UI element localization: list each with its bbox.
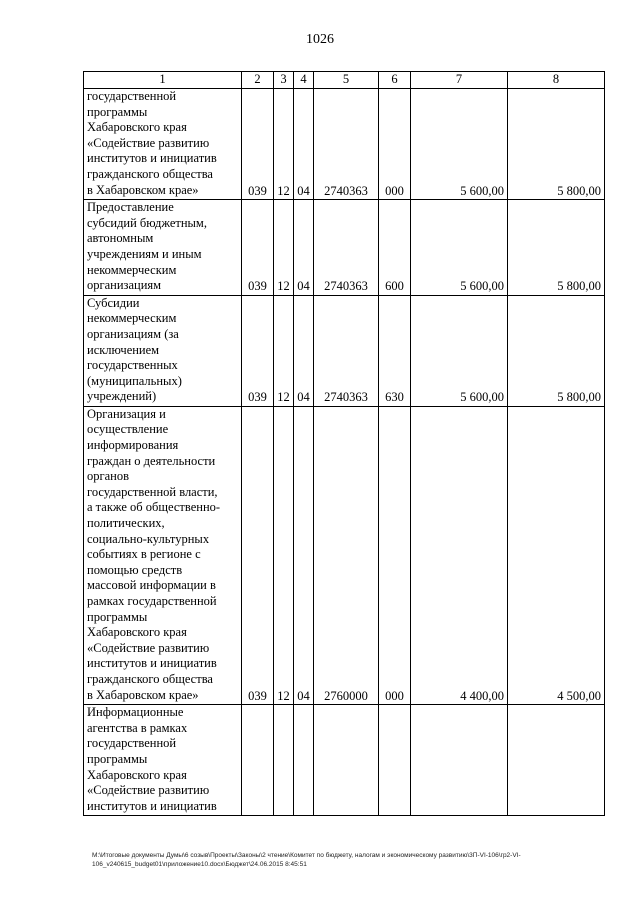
amount-col7: 5 600,00: [411, 200, 508, 296]
table-row: [84, 200, 605, 296]
table-row: [84, 89, 605, 200]
item-name: государственной программы Хабаровского края «Содействие развитию институтов и инициатив гражданского общества в Хабаровском крае»: [84, 89, 242, 200]
subsection-code: 04: [294, 200, 314, 296]
expense-type-code: 000: [379, 406, 411, 704]
table-row: [84, 295, 605, 406]
subsection-code: [294, 705, 314, 816]
page-number: 1026: [306, 32, 334, 47]
amount-col7: 5 600,00: [411, 89, 508, 200]
ministry-code: 039: [242, 200, 274, 296]
ministry-code: 039: [242, 406, 274, 704]
amount-col7: [411, 705, 508, 816]
ministry-code: [242, 705, 274, 816]
amount-col8: 5 800,00: [508, 200, 605, 296]
section-code: [274, 705, 294, 816]
target-article-code: 2740363: [314, 200, 379, 296]
item-name: Субсидии некоммерческим организациям (за исключением государственных (муниципальных) учреждений): [84, 295, 242, 406]
budget-table: [83, 71, 605, 816]
header-cell: 7: [411, 72, 508, 89]
header-cell: 2: [242, 72, 274, 89]
section-code: 12: [274, 89, 294, 200]
amount-col8: 5 800,00: [508, 295, 605, 406]
target-article-code: 2760000: [314, 406, 379, 704]
header-cell: 3: [274, 72, 294, 89]
subsection-code: 04: [294, 89, 314, 200]
target-article-code: 2740363: [314, 295, 379, 406]
subsection-code: 04: [294, 406, 314, 704]
section-code: 12: [274, 406, 294, 704]
table-header-row: [84, 72, 605, 89]
header-cell: 4: [294, 72, 314, 89]
header-cell: 6: [379, 72, 411, 89]
header-cell: 8: [508, 72, 605, 89]
amount-col8: 4 500,00: [508, 406, 605, 704]
section-code: 12: [274, 200, 294, 296]
target-article-code: [314, 705, 379, 816]
amount-col7: 5 600,00: [411, 295, 508, 406]
target-article-code: 2740363: [314, 89, 379, 200]
expense-type-code: 600: [379, 200, 411, 296]
ministry-code: 039: [242, 89, 274, 200]
header-cell: 1: [84, 72, 242, 89]
item-name: Информационные агентства в рамках государственной программы Хабаровского края «Содействие развитию институтов и инициатив: [84, 705, 242, 816]
item-name: Организация и осуществление информирования граждан о деятельности органов государственной власти, а также об общественно- политических, социально-культурных событиях в регионе с помощью средств массовой информации в рамках государственной программы Хабаровского края «Содействие развитию институтов и инициатив гражданского общества в Хабаровском крае»: [84, 406, 242, 704]
item-name: Предоставление субсидий бюджетным, автономным учреждениям и иным некоммерческим организациям: [84, 200, 242, 296]
ministry-code: 039: [242, 295, 274, 406]
section-code: 12: [274, 295, 294, 406]
amount-col8: 5 800,00: [508, 89, 605, 200]
header-cell: 5: [314, 72, 379, 89]
amount-col7: 4 400,00: [411, 406, 508, 704]
file-path-footer: M:\Итоговые документы Думы\6 созыв\Проекты\Законы\2 чтение\Комитет по бюджету, налогам и экономическому развитию\3П-VI-106\гр2-VI-106_v240615_budget01\приложение10.docx\Бюджет\24.06.2015 8:45:51: [92, 852, 521, 868]
table-row: [84, 705, 605, 816]
expense-type-code: 000: [379, 89, 411, 200]
expense-type-code: 630: [379, 295, 411, 406]
table-row: [84, 406, 605, 704]
amount-col8: [508, 705, 605, 816]
expense-type-code: [379, 705, 411, 816]
subsection-code: 04: [294, 295, 314, 406]
